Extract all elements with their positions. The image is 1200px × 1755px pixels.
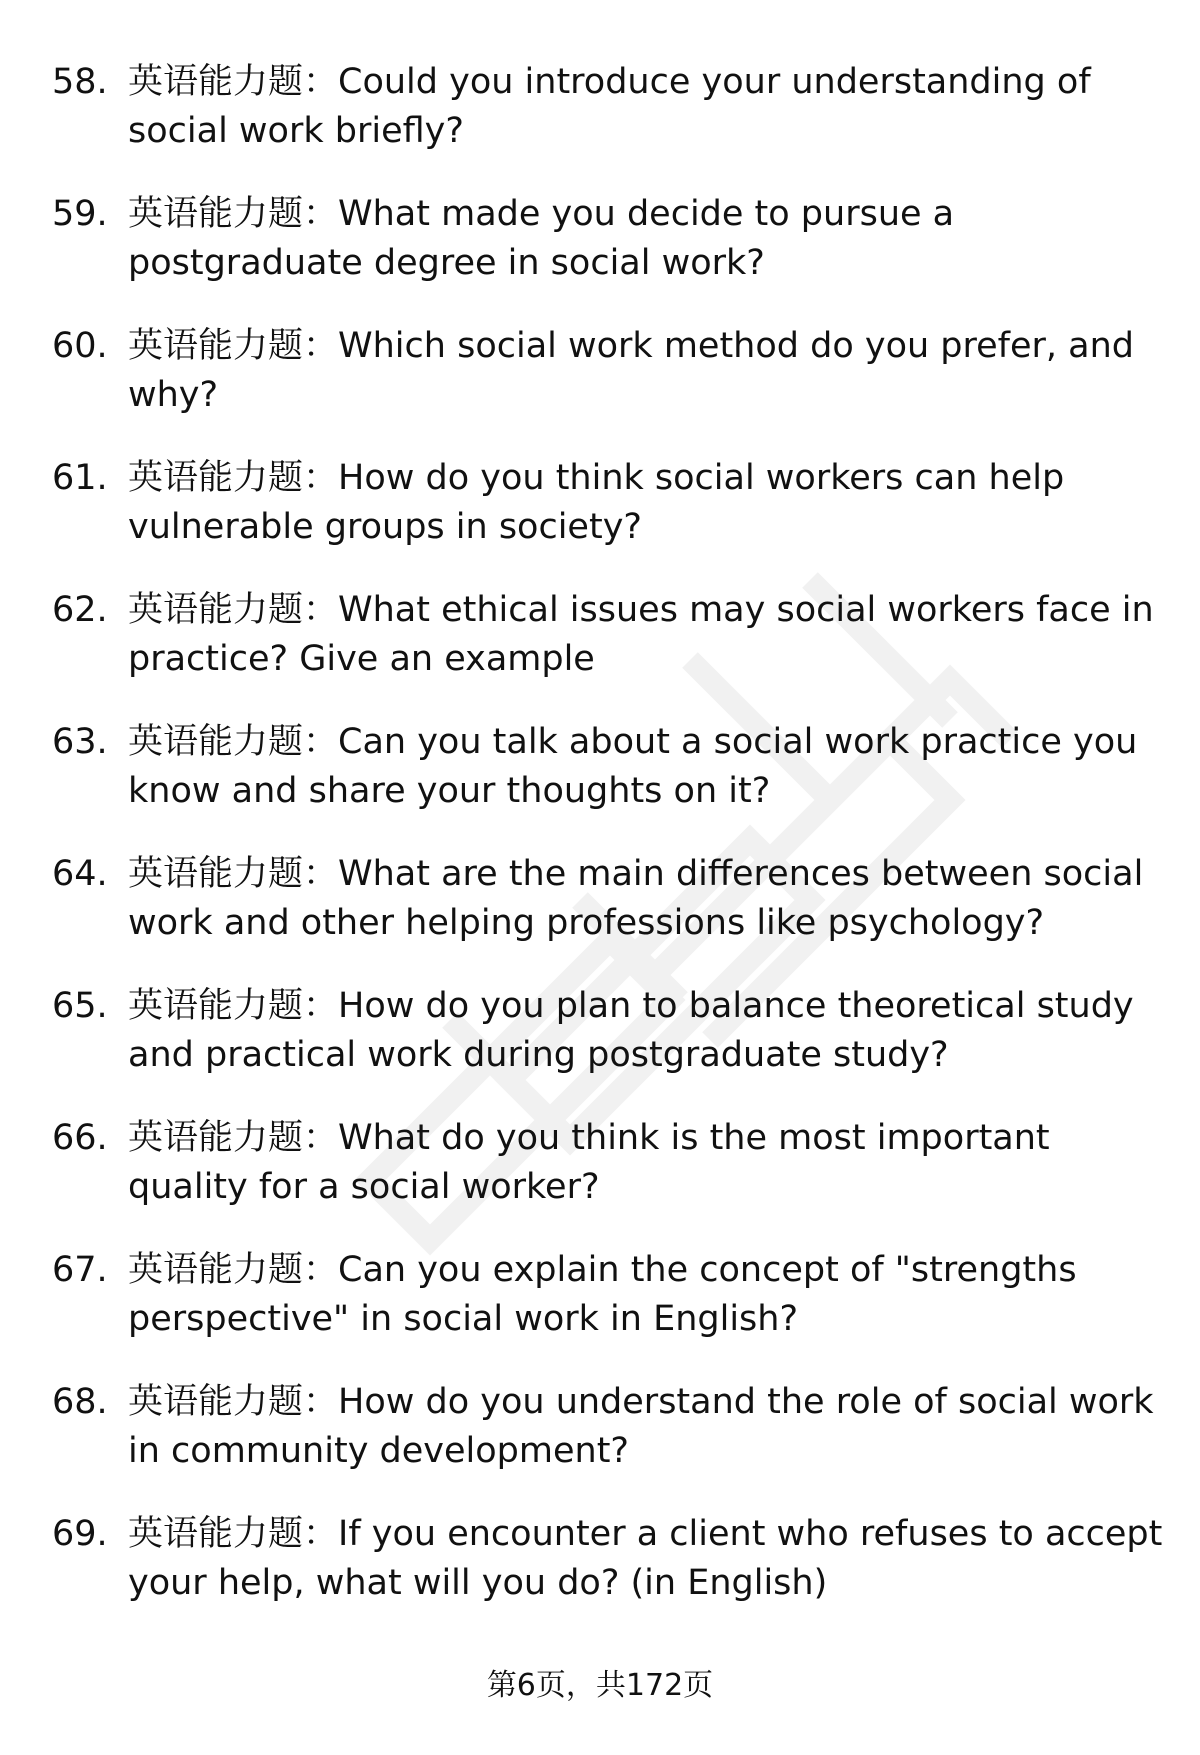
- question-line-2: work and other helping professions like psychology?: [128, 903, 1045, 943]
- question-line-1: What do you think is the most important: [338, 1118, 1050, 1158]
- question-number: 58.: [52, 62, 108, 102]
- question-number: 66.: [52, 1118, 108, 1158]
- question-text: [128, 1378, 1162, 1476]
- question-text: [128, 1246, 1162, 1344]
- question-prefix: 英语能力题：: [128, 986, 339, 1026]
- question-line-1: If you encounter a client who refuses to accept: [338, 1514, 1163, 1554]
- question-number: 69.: [52, 1514, 108, 1554]
- question-line-1: How do you plan to balance theoretical study: [338, 986, 1134, 1026]
- question-prefix: 英语能力题：: [128, 194, 339, 234]
- question-text: [128, 1114, 1162, 1212]
- question-text: [128, 586, 1162, 684]
- question-line-2: quality for a social worker?: [128, 1167, 600, 1207]
- question-line-1: Can you talk about a social work practice you: [338, 722, 1138, 762]
- question-item: [52, 586, 1162, 718]
- question-line-2: practice? Give an example: [128, 639, 595, 679]
- question-number: 65.: [52, 986, 108, 1026]
- question-text: [128, 1510, 1162, 1608]
- question-line-2: social work briefly?: [128, 111, 464, 151]
- question-number: 59.: [52, 194, 108, 234]
- question-number: 61.: [52, 458, 108, 498]
- question-item: [52, 322, 1162, 454]
- question-list: [52, 58, 1162, 1642]
- question-item: [52, 1114, 1162, 1246]
- question-line-1: Which social work method do you prefer, and: [338, 326, 1135, 366]
- question-line-2: vulnerable groups in society?: [128, 507, 642, 547]
- question-text: [128, 454, 1162, 552]
- question-line-2: your help, what will you do? (in English): [128, 1563, 828, 1603]
- question-line-2: postgraduate degree in social work?: [128, 243, 765, 283]
- question-prefix: 英语能力题：: [128, 1382, 339, 1422]
- question-prefix: 英语能力题：: [128, 62, 339, 102]
- question-text: [128, 190, 1162, 288]
- question-prefix: 英语能力题：: [128, 1250, 339, 1290]
- question-prefix: 英语能力题：: [128, 1514, 339, 1554]
- question-item: [52, 1510, 1162, 1642]
- question-item: [52, 454, 1162, 586]
- question-number: 62.: [52, 590, 108, 630]
- question-line-1: How do you understand the role of social work: [338, 1382, 1154, 1422]
- question-prefix: 英语能力题：: [128, 458, 339, 498]
- question-number: 68.: [52, 1382, 108, 1422]
- question-item: [52, 1378, 1162, 1510]
- question-prefix: 英语能力题：: [128, 854, 339, 894]
- question-prefix: 英语能力题：: [128, 1118, 339, 1158]
- question-item: [52, 718, 1162, 850]
- question-item: [52, 58, 1162, 190]
- question-number: 63.: [52, 722, 108, 762]
- question-prefix: 英语能力题：: [128, 590, 339, 630]
- question-line-1: What made you decide to pursue a: [338, 194, 955, 234]
- question-item: [52, 982, 1162, 1114]
- question-line-2: perspective" in social work in English?: [128, 1299, 799, 1339]
- question-text: [128, 850, 1162, 948]
- question-item: [52, 1246, 1162, 1378]
- question-text: [128, 322, 1162, 420]
- question-line-2: know and share your thoughts on it?: [128, 771, 771, 811]
- question-line-2: in community development?: [128, 1431, 629, 1471]
- question-line-1: How do you think social workers can help: [338, 458, 1065, 498]
- question-line-1: Can you explain the concept of "strengths: [338, 1250, 1077, 1290]
- question-text: [128, 982, 1162, 1080]
- page-footer: 第6页，共172页: [486, 1668, 714, 1703]
- question-number: 60.: [52, 326, 108, 366]
- question-line-1: Could you introduce your understanding of: [338, 62, 1091, 102]
- question-item: [52, 850, 1162, 982]
- question-item: [52, 190, 1162, 322]
- question-text: [128, 58, 1162, 156]
- question-line-1: What ethical issues may social workers face in: [338, 590, 1154, 630]
- question-line-2: why?: [128, 375, 219, 415]
- question-text: [128, 718, 1162, 816]
- question-number: 67.: [52, 1250, 108, 1290]
- question-line-2: and practical work during postgraduate study?: [128, 1035, 949, 1075]
- question-prefix: 英语能力题：: [128, 722, 339, 762]
- question-prefix: 英语能力题：: [128, 326, 339, 366]
- question-line-1: What are the main differences between social: [338, 854, 1144, 894]
- question-number: 64.: [52, 854, 108, 894]
